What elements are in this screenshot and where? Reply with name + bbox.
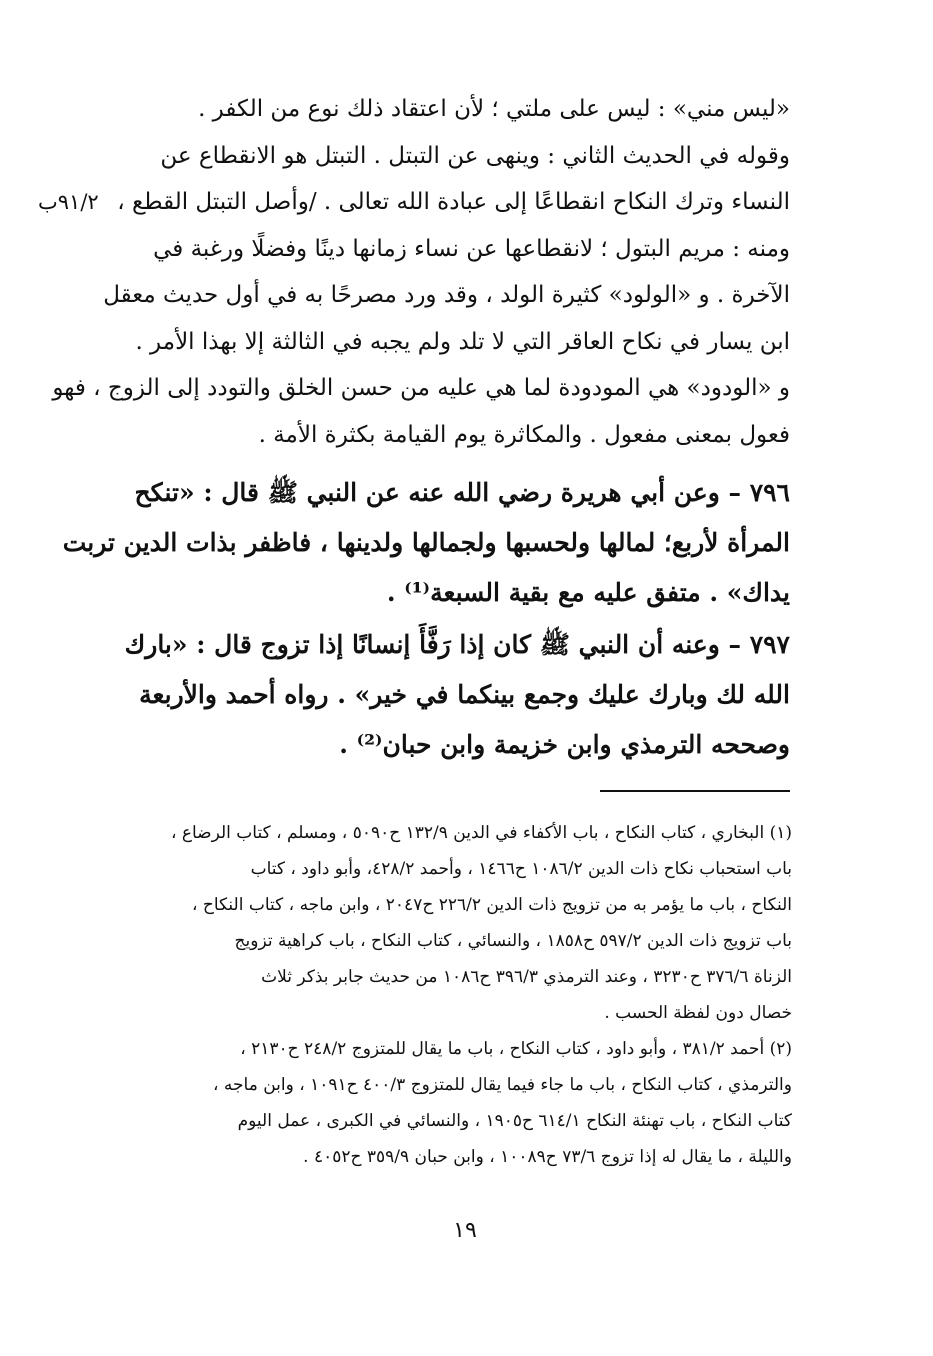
- footnote-line: النكاح ، باب ما يؤمر به من تزويج ذات الدين ٢٢٦/٢ ح٢٠٤٧ ، وابن ماجه ، كتاب النكاح ،: [192, 895, 792, 915]
- commentary-line: فعول بمعنى مفعول . والمكاثرة يوم القيامة بكثرة الأمة .: [258, 421, 790, 448]
- footnote-2: [130, 1031, 792, 1175]
- hadith-line: ٧٩٦ – وعن أبي هريرة رضي الله عنه عن النبي ﷺ قال : «تنكح: [134, 478, 790, 507]
- margin-manuscript-reference: ٩١/٢ب: [38, 190, 99, 214]
- footnote-line: الزناة ٣٧٦/٦ ح٣٢٣٠ ، وعند الترمذي ٣٩٦/٣ ح١٠٨٦ من حديث جابر بذكر ثلاث: [261, 967, 792, 987]
- footnotes: [130, 815, 792, 1175]
- commentary-line: وقوله في الحديث الثاني : وينهى عن التبتل . التبتل هو الانقطاع عن: [160, 142, 790, 169]
- footnote-separator: [600, 790, 790, 792]
- footnote-line: باب تزويج ذات الدين ٥٩٧/٢ ح١٨٥٨ ، والنسائي ، كتاب النكاح ، باب كراهية تزويج: [234, 931, 792, 951]
- footnote-line: والترمذي ، كتاب النكاح ، باب ما جاء فيما يقال للمتزوج ٤٠٠/٣ ح١٠٩١ ، وابن ماجه ،: [213, 1075, 792, 1095]
- hadith-796: [62, 468, 790, 618]
- footnote-line: كتاب النكاح ، باب تهنئة النكاح ٦١٤/١ ح١٩٠٥ ، والنسائي في الكبرى ، عمل اليوم: [237, 1111, 792, 1131]
- commentary-line: ومنه : مريم البتول ؛ لانقطاعها عن نساء زمانها دينًا وفضلًا ورغبة في: [153, 235, 790, 262]
- footnote-line: (٢) أحمد ٣٨١/٢ ، وأبو داود ، كتاب النكاح ، باب ما يقال للمتزوج ٢٤٨/٢ ح٢١٣٠ ،: [240, 1039, 792, 1059]
- commentary-line: النساء وترك النكاح انقطاعًا إلى عبادة الله تعالى . /وأصل التبتل القطع ،: [117, 189, 790, 215]
- commentary-line: «ليس مني» : ليس على ملتي ؛ لأن اعتقاد ذلك نوع من الكفر .: [198, 96, 790, 122]
- footnote-line: خصال دون لفظة الحسب .: [604, 1003, 792, 1023]
- hadith-line: الله لك وبارك عليك وجمع بينكما في خير» . رواه أحمد والأربعة: [139, 680, 790, 709]
- hadith-line: وصححه الترمذي وابن خزيمة وابن حبان⁽²⁾ .: [339, 730, 790, 759]
- page-number: ١٩: [453, 1218, 477, 1243]
- hadith-797: [124, 620, 790, 770]
- footnote-line: باب استحباب نكاح ذات الدين ١٠٨٦/٢ ح١٤٦٦ ، وأحمد ٤٢٨/٢، وأبو داود ، كتاب: [250, 859, 792, 879]
- footnote-1: [130, 815, 792, 1031]
- footnote-line: (١) البخاري ، كتاب النكاح ، باب الأكفاء في الدين ١٣٢/٩ ح٥٠٩٠ ، ومسلم ، كتاب الرضاع ،: [170, 823, 792, 843]
- hadith-line: ٧٩٧ – وعنه أن النبي ﷺ كان إذا رَفَّأَ إنسانًا إذا تزوج قال : «بارك: [124, 630, 790, 659]
- commentary-line: ابن يسار في نكاح العاقر التي لا تلد ولم يجبه في الثالثة إلا بهذا الأمر .: [135, 328, 790, 355]
- hadith-line: يداك» . متفق عليه مع بقية السبعة⁽¹⁾ .: [386, 578, 790, 607]
- footnote-line: والليلة ، ما يقال له إذا تزوج ٧٣/٦ ح١٠٠٨٩ ، وابن حبان ٣٥٩/٩ ح٤٠٥٢ .: [303, 1147, 792, 1167]
- commentary-line: الآخرة . و «الولود» كثيرة الولد ، وقد ورد مصرحًا به في أول حديث معقل: [103, 282, 790, 308]
- hadith-line: المرأة لأربع؛ لمالها ولحسبها ولجمالها ولدينها ، فاظفر بذات الدين تربت: [62, 528, 790, 557]
- commentary-line: و «الودود» هي المودودة لما هي عليه من حسن الخلق والتودد إلى الزوج ، فهو: [52, 375, 790, 401]
